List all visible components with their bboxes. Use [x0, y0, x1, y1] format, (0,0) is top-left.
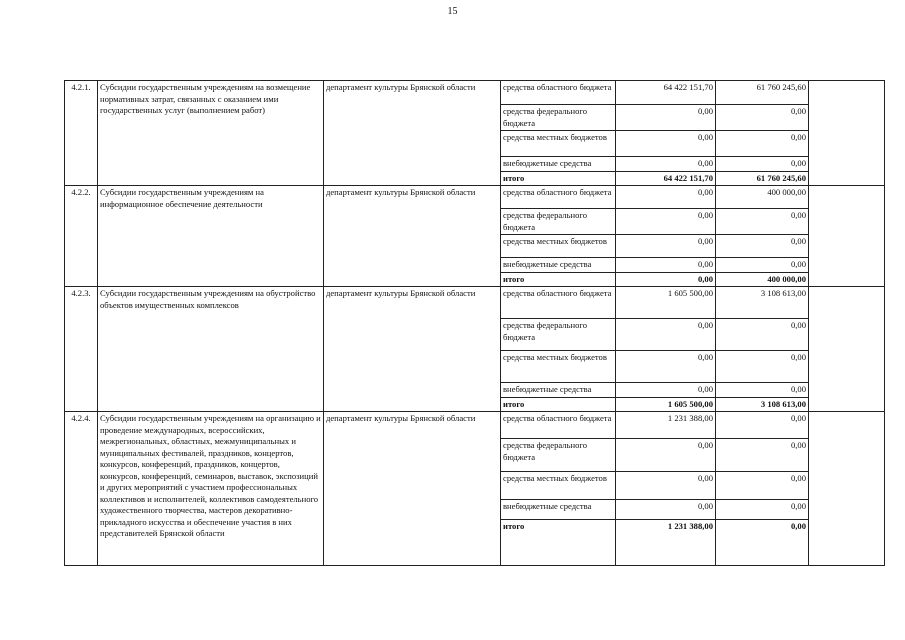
amount-year-2: 0,00 — [716, 105, 809, 131]
amount-year-2: 400 000,00 — [716, 186, 809, 209]
amount-year-2: 0,00 — [716, 439, 809, 472]
measure-name: Субсидии государственным учреждениям на обустройство объектов имущественных комплексов — [98, 287, 324, 412]
funding-source: итого — [501, 272, 616, 287]
funding-source: средства местных бюджетов — [501, 472, 616, 500]
funding-source: средства федерального бюджета — [501, 439, 616, 472]
amount-year-2: 0,00 — [716, 520, 809, 566]
measure-name: Субсидии государственным учреждениям на возмещение нормативных затрат, связанных с оказанием ими государственных услуг (выполнением работ) — [98, 81, 324, 186]
amount-year-1: 0,00 — [616, 272, 716, 287]
amount-year-1: 0,00 — [616, 131, 716, 157]
amount-year-2: 61 760 245,60 — [716, 171, 809, 186]
funding-source: средства федерального бюджета — [501, 209, 616, 235]
amount-year-1: 0,00 — [616, 258, 716, 273]
funding-source: внебюджетные средства — [501, 258, 616, 273]
amount-year-2: 0,00 — [716, 131, 809, 157]
executor: департамент культуры Брянской области — [324, 186, 501, 287]
amount-year-1: 64 422 151,70 — [616, 171, 716, 186]
funding-source: средства местных бюджетов — [501, 131, 616, 157]
amount-year-2: 3 108 613,00 — [716, 287, 809, 319]
funding-source: внебюджетные средства — [501, 383, 616, 398]
amount-year-1: 1 231 388,00 — [616, 412, 716, 439]
funding-source: средства областного бюджета — [501, 287, 616, 319]
table-row — [65, 81, 885, 105]
amount-year-2: 61 760 245,60 — [716, 81, 809, 105]
funding-source: средства областного бюджета — [501, 412, 616, 439]
amount-year-1: 0,00 — [616, 157, 716, 172]
executor: департамент культуры Брянской области — [324, 412, 501, 566]
table-row — [65, 412, 885, 439]
amount-year-1: 1 605 500,00 — [616, 397, 716, 412]
amount-year-2: 0,00 — [716, 383, 809, 398]
amount-year-1: 0,00 — [616, 472, 716, 500]
empty-cell — [809, 412, 885, 566]
funding-source: средства федерального бюджета — [501, 105, 616, 131]
amount-year-1: 0,00 — [616, 500, 716, 520]
amount-year-1: 0,00 — [616, 383, 716, 398]
item-number: 4.2.2. — [65, 186, 98, 287]
amount-year-2: 0,00 — [716, 351, 809, 383]
amount-year-2: 0,00 — [716, 500, 809, 520]
amount-year-1: 0,00 — [616, 351, 716, 383]
amount-year-1: 0,00 — [616, 209, 716, 235]
funding-source: средства федерального бюджета — [501, 319, 616, 351]
empty-cell — [809, 186, 885, 287]
empty-cell — [809, 287, 885, 412]
amount-year-1: 0,00 — [616, 319, 716, 351]
funding-source: средства областного бюджета — [501, 81, 616, 105]
amount-year-1: 0,00 — [616, 439, 716, 472]
item-number: 4.2.1. — [65, 81, 98, 186]
item-number: 4.2.3. — [65, 287, 98, 412]
funding-source: итого — [501, 171, 616, 186]
amount-year-1: 0,00 — [616, 235, 716, 258]
amount-year-2: 0,00 — [716, 472, 809, 500]
empty-cell — [809, 81, 885, 186]
amount-year-2: 3 108 613,00 — [716, 397, 809, 412]
funding-source: внебюджетные средства — [501, 500, 616, 520]
amount-year-2: 0,00 — [716, 157, 809, 172]
page-number: 15 — [447, 6, 458, 17]
table-row — [65, 186, 885, 209]
amount-year-1: 1 231 388,00 — [616, 520, 716, 566]
amount-year-2: 0,00 — [716, 319, 809, 351]
measure-name: Субсидии государственным учреждениям на информационное обеспечение деятельности — [98, 186, 324, 287]
amount-year-2: 0,00 — [716, 235, 809, 258]
amount-year-2: 0,00 — [716, 412, 809, 439]
funding-source: средства местных бюджетов — [501, 351, 616, 383]
amount-year-1: 0,00 — [616, 186, 716, 209]
funding-source: средства местных бюджетов — [501, 235, 616, 258]
item-number: 4.2.4. — [65, 412, 98, 566]
amount-year-2: 400 000,00 — [716, 272, 809, 287]
amount-year-1: 0,00 — [616, 105, 716, 131]
amount-year-2: 0,00 — [716, 209, 809, 235]
funding-source: средства областного бюджета — [501, 186, 616, 209]
measure-name: Субсидии государственным учреждениям на организацию и проведение международных, всероссийских, межрегиональных, областных, межмуниципальных и муниципальных фестивалей, праздников, концертов, конкурсов, конференций, праздников, концертов, конкурсов, конференций, семинаров, выставок, экспозиций и других мероприятий с участием профессиональных коллективов и исполнителей, коллективов самодеятельного художественного творчества, мастеров декоративно-прикладного искусства и обеспечение участия в них представителей Брянской области — [98, 412, 324, 566]
executor: департамент культуры Брянской области — [324, 81, 501, 186]
amount-year-2: 0,00 — [716, 258, 809, 273]
table-row — [65, 287, 885, 319]
amount-year-1: 64 422 151,70 — [616, 81, 716, 105]
funding-source: итого — [501, 397, 616, 412]
amount-year-1: 1 605 500,00 — [616, 287, 716, 319]
funding-source: внебюджетные средства — [501, 157, 616, 172]
executor: департамент культуры Брянской области — [324, 287, 501, 412]
budget-table — [64, 80, 885, 566]
funding-source: итого — [501, 520, 616, 566]
